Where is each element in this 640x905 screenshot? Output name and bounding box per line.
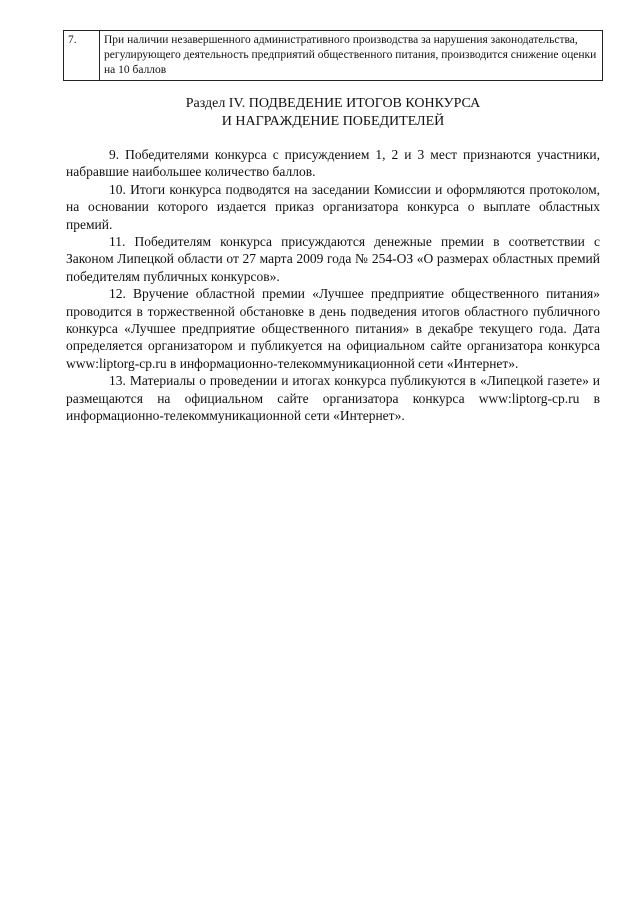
section-heading <box>63 95 603 131</box>
row-text-cell: При наличии незавершенного административного производства за нарушения законодательства, регулирующего деятельность предприятий общественного питания, производится снижение оценки на 10 баллов <box>100 31 603 81</box>
row-number-cell: 7. <box>64 31 100 81</box>
section-body <box>66 146 600 425</box>
criteria-table <box>63 30 603 81</box>
paragraph-10: 10. Итоги конкурса подводятся на заседании Комиссии и оформляются протоколом, на основании которого издается приказ организатора конкурса о выплате областных премий. <box>66 181 600 232</box>
paragraph-12: 12. Вручение областной премии «Лучшее предприятие общественного питания» проводится в торжественной обстановке в день подведения итогов областного публичного конкурса «Лучшее предприятие общественного питания» в декабре текущего года. Дата определяется организатором и публикуется на официальном сайте организатора конкурса www:liptorg-cp.ru в информационно-телекоммуникационной сети «Интернет». <box>66 286 600 371</box>
paragraph-13: 13. Материалы о проведении и итогах конкурса публикуются в «Липецкой газете» и размещаются на официальном сайте организатора конкурса www:liptorg-cp.ru в информационно-телекоммуникационной сети «Интернет». <box>66 373 600 424</box>
section-title-line-1: Раздел IV. ПОДВЕДЕНИЕ ИТОГОВ КОНКУРСА <box>185 96 481 111</box>
table-row <box>64 31 603 81</box>
paragraph-9: 9. Победителями конкурса с присуждением 1, 2 и 3 мест признаются участники, набравшие наибольшее количество баллов. <box>66 147 600 180</box>
paragraph-11: 11. Победителям конкурса присуждаются денежные премии в соответствии с Законом Липецкой области от 27 марта 2009 года № 254-ОЗ «О размерах областных премий победителям публичных конкурсов». <box>66 234 600 284</box>
section-title-line-2: И НАГРАЖДЕНИЕ ПОБЕДИТЕЛЕЙ <box>221 114 445 129</box>
